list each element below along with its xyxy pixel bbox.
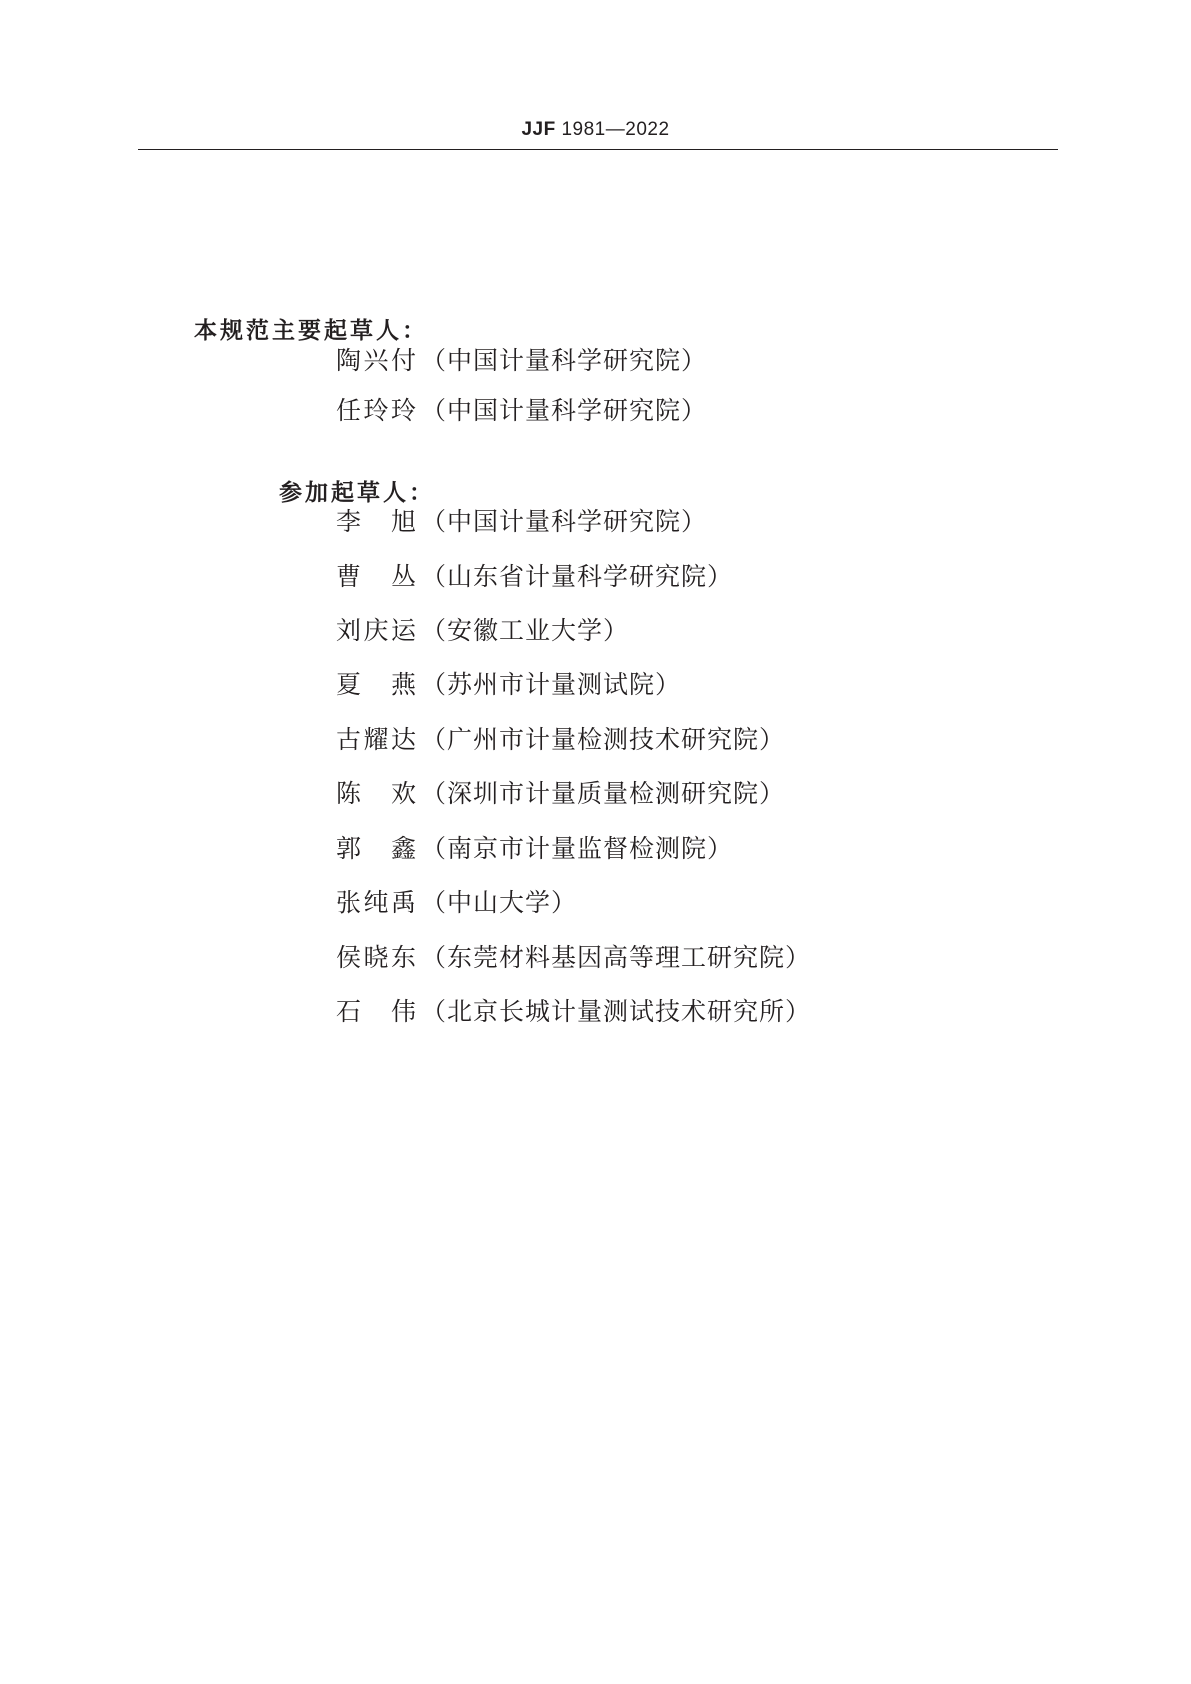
drafter-affiliation: （山东省计量科学研究院） — [421, 562, 734, 591]
drafter-name: 石 伟 — [336, 997, 417, 1026]
drafter-affiliation: （中国计量科学研究院） — [421, 346, 708, 375]
drafter-name: 张纯禹 — [336, 888, 417, 917]
drafter-affiliation: （东莞材料基因高等理工研究院） — [421, 943, 812, 972]
main-drafter-entry — [336, 348, 707, 373]
drafter-name: 夏 燕 — [336, 670, 417, 699]
drafter-name: 郭 鑫 — [336, 834, 417, 863]
main-drafter-entry — [336, 398, 707, 423]
drafter-name: 曹 丛 — [336, 562, 417, 591]
drafter-name: 刘庆运 — [336, 616, 417, 645]
drafter-name: 李 旭 — [336, 507, 417, 536]
drafter-name: 侯晓东 — [336, 943, 417, 972]
standard-prefix: JJF — [521, 119, 556, 140]
participating-drafter-entry — [336, 836, 733, 861]
drafter-affiliation: （广州市计量检测技术研究院） — [421, 725, 786, 754]
drafter-affiliation: （南京市计量监督检测院） — [421, 834, 734, 863]
main-drafters-heading: 本规范主要起草人： — [194, 318, 428, 344]
header-divider — [138, 149, 1058, 150]
participating-drafter-entry — [336, 727, 785, 752]
drafter-name: 陶兴付 — [336, 346, 417, 375]
drafter-name: 任玲玲 — [336, 396, 417, 425]
standard-number: 1981—2022 — [561, 119, 670, 140]
drafter-affiliation: （中国计量科学研究院） — [421, 507, 708, 536]
drafter-affiliation: （中国计量科学研究院） — [421, 396, 708, 425]
standard-code — [0, 120, 1191, 139]
participating-drafters-heading: 参加起草人： — [279, 480, 435, 506]
drafter-name: 古耀达 — [336, 725, 417, 754]
participating-drafter-entry — [336, 781, 785, 806]
drafter-affiliation: （苏州市计量测试院） — [421, 670, 682, 699]
drafter-affiliation: （北京长城计量测试技术研究所） — [421, 997, 812, 1026]
drafter-name: 陈 欢 — [336, 779, 417, 808]
participating-drafter-entry — [336, 509, 707, 534]
participating-drafter-entry — [336, 618, 629, 643]
participating-drafter-entry — [336, 890, 577, 915]
drafter-affiliation: （中山大学） — [421, 888, 578, 917]
participating-drafter-entry — [336, 672, 681, 697]
participating-drafter-entry — [336, 945, 811, 970]
drafter-affiliation: （安徽工业大学） — [421, 616, 630, 645]
participating-drafter-entry — [336, 999, 811, 1024]
participating-drafter-entry — [336, 564, 733, 589]
drafter-affiliation: （深圳市计量质量检测研究院） — [421, 779, 786, 808]
